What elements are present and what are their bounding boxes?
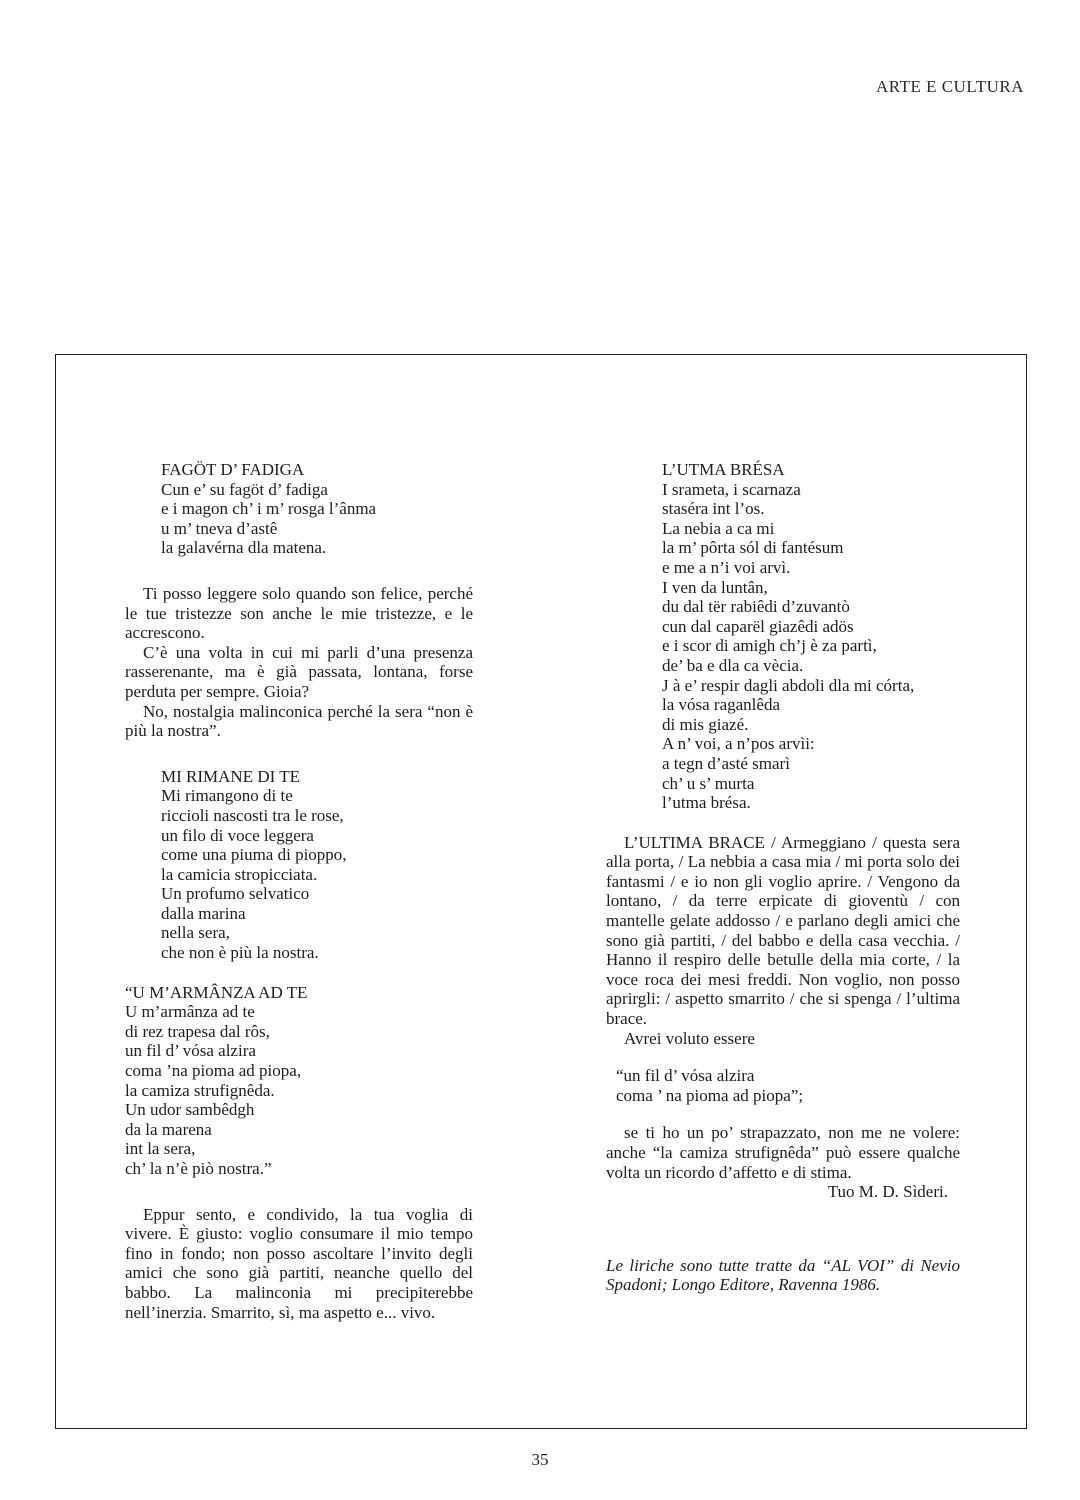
poem-line: J à e’ respir dagli abdoli dla mi córta, (662, 675, 915, 695)
poem-line: cun dal caparël giazêdi adös (662, 616, 854, 636)
page-number: 35 (531, 1450, 549, 1469)
poem-line: un fil d’ vósa alzira (125, 1041, 256, 1061)
poem-line: U m’armânza ad te (125, 1002, 255, 1022)
poem-line: du dal tër rabiêdi d’zuvantò (662, 597, 850, 617)
poem-title: FAGÖT D’ FADIGA (161, 460, 305, 479)
poem-line: Cun e’ su fagöt d’ fadiga (161, 479, 328, 499)
paragraph: No, nostalgia malinconica perché la sera “non è più la nostra”. (125, 701, 473, 741)
section-header: ARTE E CULTURA (876, 77, 1024, 96)
poem-line: coma ’na pioma ad piopa, (125, 1061, 302, 1081)
poem-line: de’ ba e dla ca vècia. (662, 655, 804, 675)
poem-line: la m’ pôrta sól di fantésum (662, 538, 844, 558)
quote-line: “un fil d’ vósa alzira (616, 1066, 755, 1086)
poem-line: la camicia stropicciata. (161, 864, 318, 884)
poem-line: che non è più la nostra. (161, 943, 319, 963)
quoted-verse (606, 1066, 960, 1105)
paragraph: Avrei voluto essere (624, 1028, 755, 1048)
prose-closing (606, 1123, 960, 1182)
poem-line: Un udor sambêdgh (125, 1100, 255, 1120)
poem-line: La nebia a ca mi (662, 518, 775, 538)
poem-line: int la sera, (125, 1139, 196, 1159)
poem-line: di mis giazé. (662, 714, 749, 734)
poem-title: “U M’ARMÂNZA AD TE (125, 982, 308, 1002)
paragraph: Ti posso leggere solo quando son felice, perché le tue tristezze son anche le mie tristezze, e le accrescono. (125, 583, 473, 643)
content-frame (55, 354, 1027, 1429)
poem-u-marmanza-ad-te (125, 983, 473, 1179)
poem-line: ch’ u s’ murta (662, 773, 755, 793)
poem-line: la camiza strufignêda. (125, 1080, 275, 1100)
poem-line: come una piuma di pioppo, (161, 845, 347, 865)
poem-line: Mi rimangono di te (161, 786, 293, 806)
prose-translation (606, 833, 960, 1049)
poem-fagot-dfadiga (161, 460, 473, 558)
poem-line: e i scor di amigh ch’j è za partì, (662, 636, 877, 656)
poem-line: la vósa raganlêda (662, 695, 780, 715)
poem-line: I ven da luntân, (662, 577, 768, 597)
poem-mi-rimane-di-te (161, 767, 473, 963)
poem-line: e me a n’i voi arvì. (662, 557, 791, 577)
poem-line: da la marena (125, 1119, 212, 1139)
poem-line: a tegn d’asté smarì (662, 753, 790, 773)
paragraph: se ti ho un po’ strapazzato, non me ne volere: anche “la camiza strufignêda” può essere qualche volta un ricordo d’affetto e di stima. (606, 1123, 960, 1182)
poem-title: L’UTMA BRÉSA (662, 460, 785, 479)
poem-line: staséra int l’os. (662, 499, 765, 519)
paragraph: Eppur sento, e condivido, la tua voglia di vivere. È giusto: voglio consumare il mio tempo fino in fondo; non posso ascoltare l’invito degli amici che sono già partiti, neanche quello del babbo. La malinconia mi precipiterebbe nell’inerzia. Smarrito, sì, ma aspetto e... vivo. (125, 1204, 473, 1322)
right-column (606, 460, 960, 1295)
quote-line: coma ’ na pioma ad piopa”; (616, 1085, 804, 1105)
poem-lutma-bresa (662, 460, 960, 813)
signature: Tuo M. D. Sìderi. (827, 1182, 948, 1202)
left-column (125, 460, 473, 1322)
source-credit: Le liriche sono tutte tratte da “AL VOI” di Nevio Spadoni; Longo Editore, Ravenna 1986. (606, 1255, 960, 1295)
poem-line: e i magon ch’ i m’ rosga l’ânma (161, 499, 377, 519)
poem-line: A n’ voi, a n’pos arvìi: (662, 734, 815, 754)
poem-line: la galavérna dla matena. (161, 538, 327, 558)
poem-line: un filo di voce leggera (161, 825, 314, 845)
poem-line: ch’ la n’è piò nostra.” (125, 1159, 272, 1178)
poem-line: dalla marina (161, 903, 246, 923)
poem-line: I srameta, i scarnaza (662, 479, 801, 499)
poem-line: nella sera, (161, 923, 230, 943)
poem-line: di rez trapesa dal rôs, (125, 1021, 270, 1041)
poem-line: Un profumo selvatico (161, 884, 310, 904)
poem-line: l’utma brésa. (662, 793, 751, 813)
paragraph: L’ULTIMA BRACE / Armeggiano / questa sera alla porta, / La nebbia a casa mia / mi porta solo dei fantasmi / e io non gli voglio aprire. / Vengono da lontano, / da terre erpicate di gioventù / con mantelle gelate addosso / e parlano degli amici che sono già partiti, / del babbo e della casa vecchia. / Hanno il respiro delle betulle della mia corte, / la voce roca dei mesi freddi. Non voglio, non posso aprirgli: / aspetto smarrito / che si spenga / l’ultima brace. (606, 832, 960, 1029)
paragraph: C’è una volta in cui mi parli d’una presenza rasserenante, ma è già passata, lontana, forse perduta per sempre. Gioia? (125, 642, 473, 701)
poem-line: u m’ tneva d’astê (161, 518, 278, 538)
prose-commentary-1 (125, 584, 473, 741)
poem-title: MI RIMANE DI TE (161, 766, 300, 786)
poem-line: riccioli nascosti tra le rose, (161, 805, 344, 825)
prose-commentary-2 (125, 1205, 473, 1323)
